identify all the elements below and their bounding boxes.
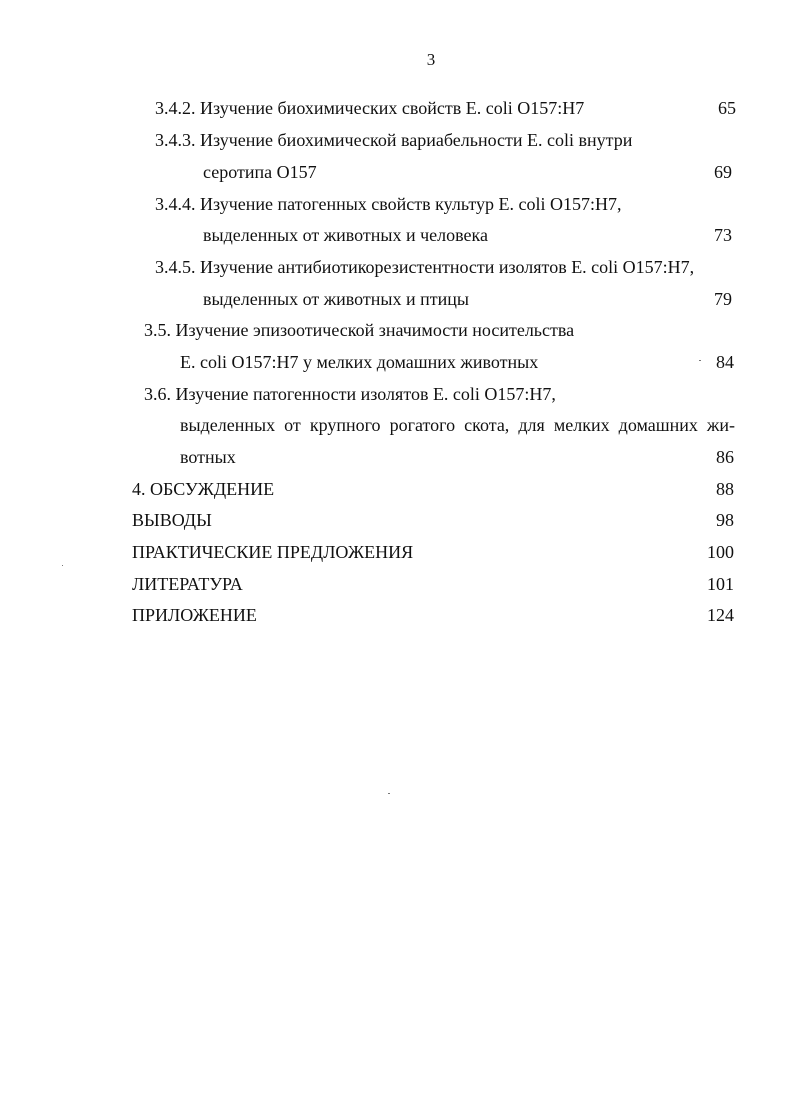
toc-entry-title-line1: 3.4.3. Изучение биохимической вариабельности E. coli внутри xyxy=(155,130,633,150)
scan-speck xyxy=(62,565,63,566)
toc-entry-title-line3: вотных xyxy=(180,447,236,467)
toc-entry-title-line1: 3.4.5. Изучение антибиотикорезистентности изолятов E. coli O157:H7, xyxy=(155,257,695,277)
toc-entry-title: 4. ОБСУЖДЕНИЕ xyxy=(132,479,275,499)
toc-entry-title-line1: 3.4.4. Изучение патогенных свойств культур E. coli O157:H7, xyxy=(155,194,622,214)
toc-entry-title: ВЫВОДЫ xyxy=(132,510,212,530)
toc-entry-page: 84 xyxy=(716,352,734,372)
toc-entry-page: 79 xyxy=(714,289,732,309)
toc-entry-page: 73 xyxy=(714,225,732,245)
page-number: 3 xyxy=(426,50,436,69)
toc-entry-page: 124 xyxy=(707,605,734,625)
toc-entry-title: ЛИТЕРАТУРА xyxy=(132,574,243,594)
toc-entry-title-line1: 3.6. Изучение патогенности изолятов E. coli O157:H7, xyxy=(144,384,556,404)
toc-entry-page: 88 xyxy=(716,479,734,499)
toc-entry-title: ПРАКТИЧЕСКИЕ ПРЕДЛОЖЕНИЯ xyxy=(132,542,414,562)
toc-entry-title-line2: серотипа O157 xyxy=(203,162,317,182)
toc-entry-page: 100 xyxy=(707,542,734,562)
toc-entry-title: ПРИЛОЖЕНИЕ xyxy=(132,605,257,625)
toc-entry-title-line2: выделенных от животных и человека xyxy=(203,225,489,245)
toc-entry-page: 65 xyxy=(718,98,736,118)
toc-entry-title-line2: выделенных от крупного рогатого скота, для мелких домашних жи- xyxy=(180,415,735,435)
toc-entry-page: 69 xyxy=(714,162,732,182)
scan-speck xyxy=(699,360,701,361)
toc-entry-title: 3.4.2. Изучение биохимических свойств E. coli O157:H7 xyxy=(155,98,585,118)
scan-speck xyxy=(388,793,390,794)
toc-entry-title-line1: 3.5. Изучение эпизоотической значимости носительства xyxy=(144,320,575,340)
toc-entry-title-line2: E. coli O157:H7 у мелких домашних животных xyxy=(180,352,539,372)
toc-entry-page: 86 xyxy=(716,447,734,467)
toc-entry-title-line2: выделенных от животных и птицы xyxy=(203,289,469,309)
toc-entry-page: 98 xyxy=(716,510,734,530)
toc-entry-page: 101 xyxy=(707,574,734,594)
